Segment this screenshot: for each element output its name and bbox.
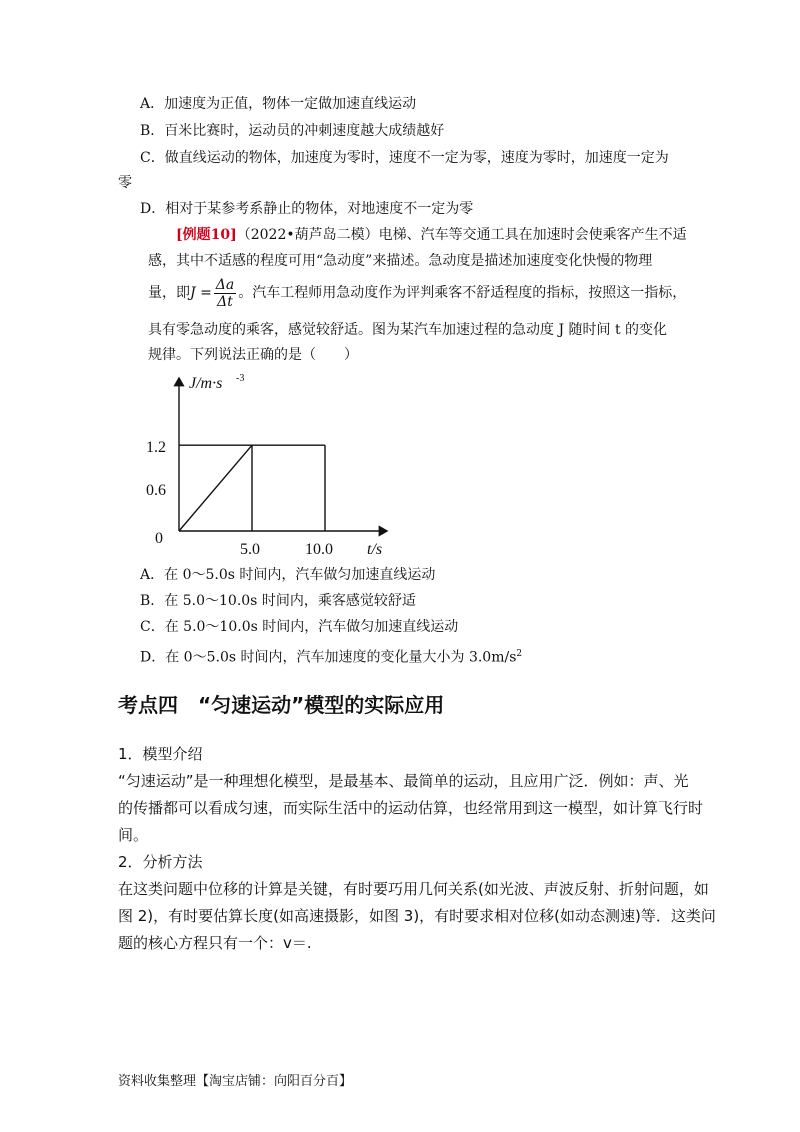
x-tick-label-5.0: 5.0 (240, 541, 260, 558)
example-line-3: 量，即J = $\frac{\Delta a}{\Delta t}$ 。汽车工程师用急动度作为评判乘客不舒适程度的指标，按照这一指标， (148, 276, 687, 310)
option-c-1-wrap: 零 (118, 175, 132, 191)
paragraph-1-line-3: 间。 (118, 826, 149, 844)
y-tick-label-1.2: 1.2 (146, 439, 166, 456)
example-line-2: 感，其中不适感的程度可用“急动度”来描述。急动度是描述加速度变化快慢的物理 (148, 253, 653, 269)
subheading-model-intro: 1．模型介绍 (118, 745, 203, 763)
example-line-5: 规律。下列说法正确的是（ ） (148, 347, 358, 363)
y-axis-label-main: J/m·s (189, 375, 223, 392)
option-c-1: C．做直线运动的物体，加速度为零时，速度不一定为零，速度为零时，加速度一定为 (140, 150, 669, 166)
option-a-1: A．加速度为正值，物体一定做加速直线运动 (140, 96, 417, 112)
example-line-4: 具有零急动度的乘客，感觉较舒适。图为某汽车加速过程的急动度 J 随时间 t 的变化 (148, 322, 668, 338)
section-title: 考点四 “匀速运动”模型的实际应用 (118, 693, 445, 717)
formula-fraction: $\frac{\Delta a}{\Delta t}$ (215, 276, 235, 310)
y-tick-label-0.6: 0.6 (146, 482, 166, 499)
option-c-2: C．在 5.0～10.0s 时间内，汽车做匀加速直线运动 (140, 619, 459, 635)
paragraph-2-line-3: 题的核心方程只有一个：v＝. (118, 934, 312, 952)
option-b-2: B．在 5.0～10.0s 时间内，乘客感觉较舒适 (140, 593, 416, 609)
subheading-analysis: 2．分析方法 (118, 853, 203, 871)
x-tick-label-10.0: 10.0 (305, 541, 333, 558)
jerk-time-chart (145, 368, 425, 568)
footer-credit: 资料收集整理【淘宝店铺：向阳百分百】 (118, 1074, 353, 1089)
x-axis-label: t/s (367, 541, 383, 558)
paragraph-2-line-2: 图 2)，有时要估算长度(如高速摄影，如图 3)，有时要求相对位移(如动态测速)等．这类问 (118, 907, 716, 925)
paragraph-1-line-2: 的传播都可以看成匀速，而实际生活中的运动估算，也经常用到这一模型，如计算飞行时 (118, 799, 704, 817)
paragraph-1-line-1: “匀速运动”是一种理想化模型，是最基本、最简单的运动，且应用广泛．例如：声、光 (118, 772, 689, 790)
origin-label: 0 (155, 530, 163, 547)
example-tag: [例题10] (176, 227, 237, 243)
formula-lhs: J = (190, 285, 212, 301)
option-d-2: D．在 0～5.0s 时间内，汽车加速度的变化量大小为 $3.0m/s^2$ (140, 649, 523, 666)
series-segment-0 (179, 445, 252, 531)
option-d-1: D．相对于某参考系静止的物体，对地速度不一定为零 (140, 201, 474, 217)
option-b-1: B．百米比赛时，运动员的冲刺速度越大成绩越好 (140, 123, 445, 139)
option-a-2: A．在 0～5.0s 时间内，汽车做匀加速直线运动 (140, 567, 436, 583)
paragraph-2-line-1: 在这类问题中位移的计算是关键，有时要巧用几何关系(如光波、声波反射、折射问题，如 (118, 880, 709, 898)
y-axis-label-sup: -3 (236, 373, 245, 384)
example-line-1: [例题10]（2022•葫芦岛二模）电梯、汽车等交通工具在加速时会使乘客产生不适 (176, 227, 687, 243)
